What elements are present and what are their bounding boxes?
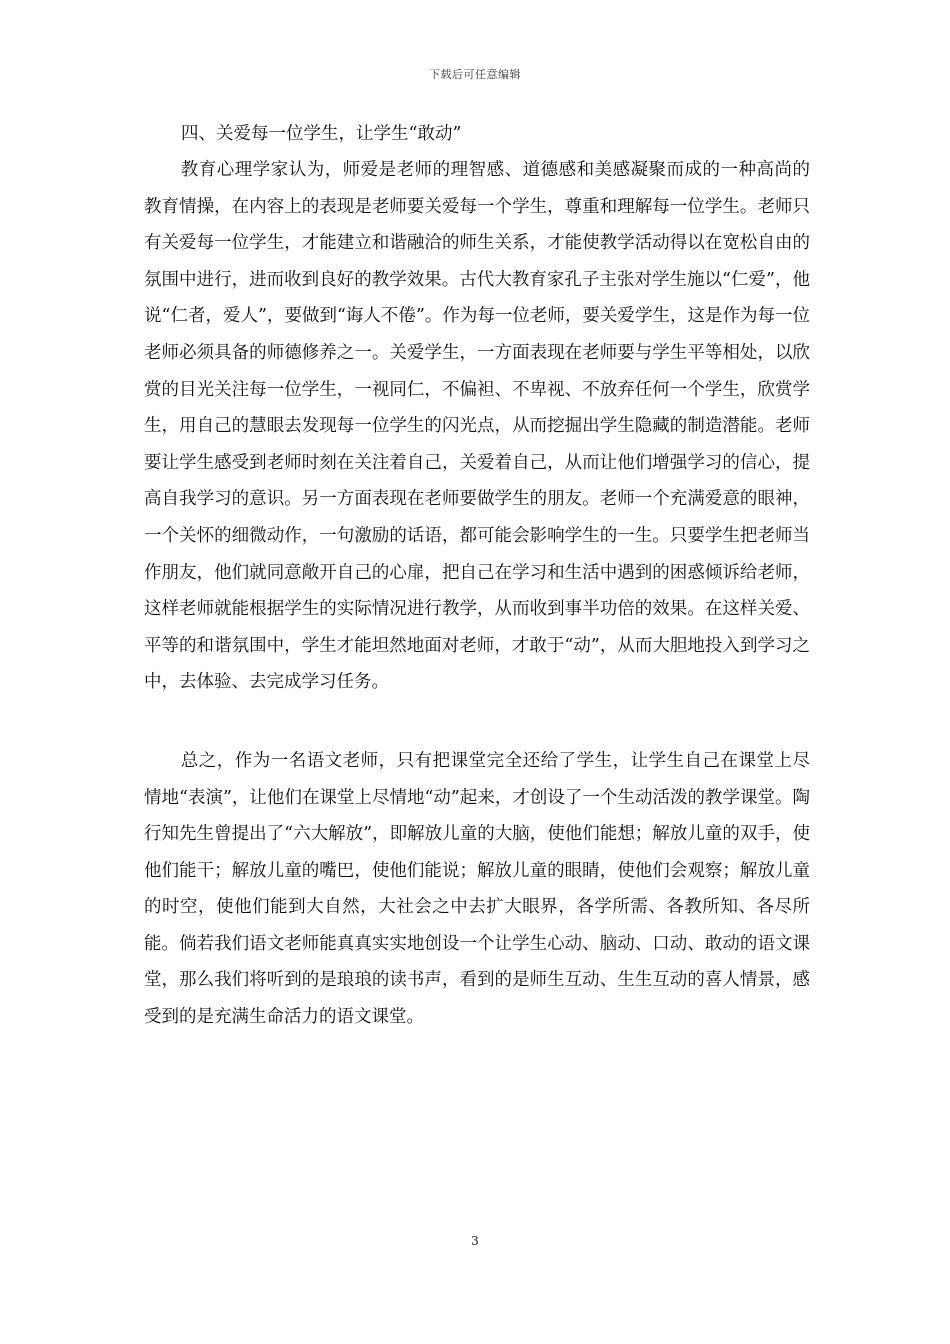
section-paragraph: 教育心理学家认为，师爱是老师的理智感、道德感和美感凝聚而成的一种高尚的教育情操，在内容上的表现是老师要关爱每一个学生，尊重和理解每一位学生。老师只有关爱每一位学生，才能建立和谐融洽的师生关系，才能使教学活动得以在宽松自由的氛围中进行，进而收到良好的教学效果。古代大教育家孔子主张对学生施以“仁爱”，他说“仁者，爱人”，要做到“诲人不倦”。作为每一位老师，要关爱学生，这是作为每一位老师必须具备的师德修养之一。关爱学生，一方面表现在老师要与学生平等相处，以欣赏的目光关注每一位学生，一视同仁，不偏袒、不卑视、不放弃任何一个学生，欣赏学生，用自己的慧眼去发现每一位学生的闪光点，从而挖掘出学生隐藏的制造潜能。老师要让学生感受到老师时刻在关注着自己，关爱着自己，从而让他们增强学习的信心，提高自我学习的意识。另一方面表现在老师要做学生的朋友。老师一个充满爱意的眼神，一个关怀的细微动作，一句激励的话语，都可能会影响学生的一生。只要学生把老师当作朋友，他们就同意敞开自己的心扉，把自己在学习和生活中遇到的困惑倾诉给老师，这样老师就能根据学生的实际情况进行教学，从而收到事半功倍的效果。在这样关爱、平等的和谐氛围中，学生才能坦然地面对老师，才敢于“动”，从而大胆地投入到学习之中，去体验、去完成学习任务。 [144, 160, 810, 693]
page-number: 3 [471, 1234, 479, 1248]
page-header: 下载后可任意编辑 [429, 68, 521, 81]
section-heading: 四、关爱每一位学生，让学生“敢动” [181, 124, 462, 144]
paragraph-spacer [144, 701, 810, 743]
document-body [144, 116, 810, 1036]
conclusion-paragraph: 总之，作为一名语文老师，只有把课堂完全还给了学生，让学生自己在课堂上尽情地“表演”，让他们在课堂上尽情地“动”起来，才创设了一个生动活泼的教学课堂。陶行知先生曾提出了“六大解放”，即解放儿童的大脑，使他们能想；解放儿童的双手，使他们能干；解放儿童的嘴巴，使他们能说；解放儿童的眼睛，使他们会观察；解放儿童的时空，使他们能到大自然，大社会之中去扩大眼界，各学所需、各教所知、各尽所能。倘若我们语文老师能真真实实地创设一个让学生心动、脑动、口动、敢动的语文课堂，那么我们将听到的是琅琅的读书声，看到的是师生互动、生生互动的喜人情景，感受到的是充满生命活力的语文课堂。 [144, 750, 810, 1028]
